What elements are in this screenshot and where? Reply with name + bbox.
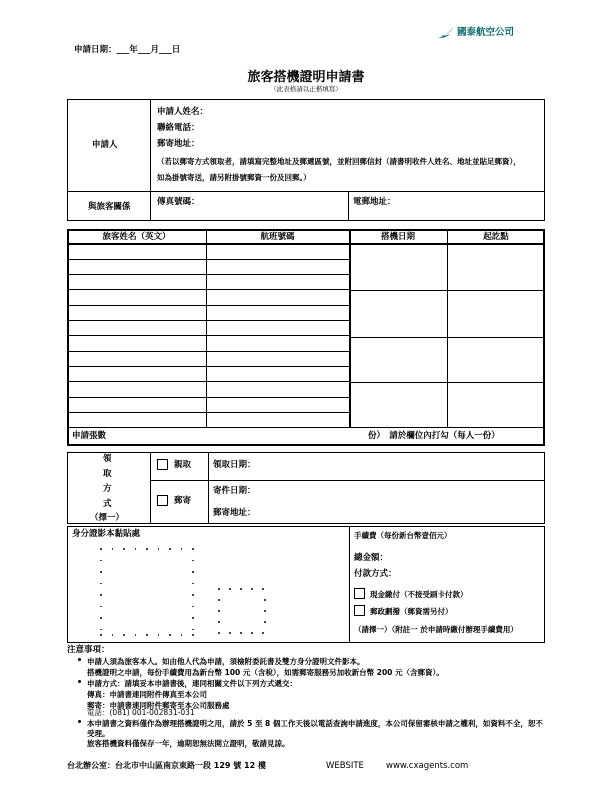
id-card-outline-dot (146, 548, 148, 550)
pickup-checkbox[interactable] (157, 459, 168, 470)
brushwing-logo-icon (437, 26, 455, 40)
id-card-outline-dot (100, 548, 102, 550)
collection-label-3: 方 (103, 484, 112, 494)
table-header-route: 起訖點 (483, 232, 509, 242)
summary-value: 份） 請於欄位內打勾（每人一份） (368, 431, 500, 441)
id-card-outline-dot (192, 560, 194, 562)
id-card-outline-dot (192, 634, 194, 636)
id-card-outline-dot (135, 548, 137, 550)
note-item-3: 申請方式：請填妥本申請書後，連同相關文件以下列方式遞交： (87, 679, 297, 688)
id-card-outline-dot (229, 588, 231, 590)
id-card-outline-dot (112, 634, 114, 636)
id-card-outline-dot (100, 571, 102, 573)
id-card-outline-dot (158, 548, 160, 550)
id-card-outline-dot (100, 629, 102, 631)
id-card-outline-dot (123, 548, 125, 550)
table-row-line (349, 337, 545, 338)
bullet-marker (78, 658, 81, 661)
table-row-line (67, 351, 349, 352)
applicant-label: 申請人 (92, 140, 118, 150)
id-card-outline-dot (192, 548, 194, 550)
bullet-marker (78, 720, 81, 723)
id-card-outline-dot (169, 634, 171, 636)
mail-date-field[interactable]: 寄件日期： (213, 486, 256, 496)
id-card-outline-dot (100, 606, 102, 608)
logo-text: 國泰航空公司 (457, 27, 515, 38)
note-item-8: 旅客搭機資料僅保存一年，逾期恕無法開立證明，敬請見諒。 (87, 739, 290, 748)
mail-label: 郵寄 (174, 496, 192, 506)
footer-website-label: WEBSITE (326, 761, 364, 771)
id-card-outline-dot (192, 606, 194, 608)
table-row-line (67, 335, 349, 336)
mail-checkbox[interactable] (157, 495, 168, 506)
id-card-outline-dot (100, 560, 102, 562)
table-row-line (349, 290, 545, 291)
table-row-line (67, 305, 349, 306)
id-card-outline-dot (181, 634, 183, 636)
id-card-outline-dot (251, 632, 253, 634)
table-header-date: 搭機日期 (380, 232, 415, 242)
note-item-7: 本申請書之資料僅作為辦理搭機證明之用，請於 5 至 8 個工作天後以電話查詢申請進度，本公司保留審核申請之權利，如資料不全，恕不受理。 (87, 719, 543, 738)
cash-label: 現金繳付（不接受刷卡付款） (370, 590, 468, 599)
summary-label: 申請張數 (72, 431, 107, 441)
notes-title: 注意事項： (67, 645, 110, 655)
id-card-outline-dot (100, 617, 102, 619)
id-card-outline-dot (264, 610, 266, 612)
applicant-note-line1: （若以郵寄方式領取者，請填寫完整地址及郵遞區號，並附回郵信封（請書明收件人姓名、地址並貼足郵資）， (157, 157, 521, 166)
table-header-name: 旅客姓名（英文） (102, 232, 171, 242)
email-field[interactable]: 電郵地址： (353, 197, 396, 207)
table-row-line (67, 412, 349, 413)
fee-note: （請擇一）（附註一 於申請時繳付辦理手續費用） (354, 625, 518, 634)
id-card-outline-dot (192, 617, 194, 619)
id-card-outline-dot (251, 588, 253, 590)
table-row-line (67, 259, 349, 260)
id-card-outline-dot (192, 594, 194, 596)
footer-address: 台北辦公室：台北市中山區南京東路一段 129 號 12 樓 (67, 761, 266, 770)
id-card-outline-dot (218, 621, 220, 623)
id-card-outline-dot (192, 583, 194, 585)
applicant-note-line2: 如為掛號寄送，請另附掛號郵資一份及回郵。） (157, 173, 311, 182)
id-card-outline-dot (240, 632, 242, 634)
fax-field[interactable]: 傳真號碼： (157, 197, 200, 207)
id-card-outline-dot (264, 599, 266, 601)
table-row-line (67, 320, 349, 321)
applicant-address-field[interactable]: 郵寄地址： (157, 139, 200, 149)
date-label: 申請日期：___年___月___日 (74, 45, 181, 55)
bullet-marker (78, 680, 81, 683)
page-title: 旅客搭機證明申請書 (247, 70, 365, 85)
id-card-outline-dot (264, 621, 266, 623)
id-card-outline-dot (218, 632, 220, 634)
id-card-outline-dot (112, 548, 114, 550)
id-card-outline-dot (100, 583, 102, 585)
table-row-line (349, 382, 545, 383)
applicant-phone-field[interactable]: 聯絡電話： (157, 123, 200, 133)
table-header-flight: 航班號碼 (260, 232, 295, 242)
fee-method-field[interactable]: 付款方式： (354, 569, 397, 579)
note-item-4: 傳真：申請書連同附件傳真至本公司 (87, 690, 207, 699)
page-subtitle: （此表格請以正楷填寫） (270, 85, 342, 93)
id-copy-label: 身分證影本黏貼處 (72, 529, 141, 539)
note-item-6: 電話：(081) 001-002831-031 (87, 708, 195, 717)
id-card-outline-dot (192, 571, 194, 573)
cash-checkbox[interactable] (354, 588, 365, 599)
id-card-outline-dot (146, 634, 148, 636)
collection-label-4: 式 (103, 499, 112, 509)
collection-label-note: （擇一） (90, 513, 125, 523)
transfer-checkbox[interactable] (354, 605, 365, 616)
id-card-outline-dot (262, 632, 264, 634)
note-item-2: 搭機證明之申請，每份手續費用為新台幣 100 元（含稅），如需郵寄服務另加收新台幣 200 元（含郵資）。 (87, 668, 444, 677)
fee-label: 手續費（每份新台幣壹佰元） (354, 531, 452, 540)
pickup-date-field[interactable]: 領取日期： (213, 460, 256, 470)
table-row-line (67, 397, 349, 398)
id-card-outline-dot (100, 594, 102, 596)
table-row-line (67, 381, 349, 382)
id-card-outline-dot (218, 610, 220, 612)
collection-label-2: 取 (103, 469, 112, 479)
id-card-outline-dot (262, 588, 264, 590)
id-card-outline-dot (218, 599, 220, 601)
id-card-outline-dot (181, 548, 183, 550)
pickup-label: 親取 (174, 460, 192, 470)
id-card-outline-dot (100, 634, 102, 636)
id-card-outline-dot (192, 629, 194, 631)
id-card-outline-dot (158, 634, 160, 636)
id-card-outline-dot (169, 548, 171, 550)
id-card-outline-dot (240, 588, 242, 590)
id-card-outline-dot (229, 632, 231, 634)
collection-section (67, 452, 545, 524)
table-row-line (67, 289, 349, 290)
logo (437, 22, 537, 44)
table-row-line (67, 274, 349, 275)
transfer-label: 郵政劃撥（郵資需另付） (370, 607, 453, 616)
note-item-1: 申請人須為旅客本人。如由他人代為申請，須檢附委託書及雙方身分證明文件影本。 (87, 657, 365, 666)
id-card-outline-dot (123, 634, 125, 636)
applicant-name-field[interactable]: 申請人姓名： (157, 107, 209, 117)
footer-website[interactable]: www.cxagents.com (386, 761, 469, 771)
mail-address-field[interactable]: 郵寄地址： (213, 508, 256, 518)
table-row-line (67, 366, 349, 367)
note-item-5: 郵寄：申請書連同附件郵寄至本公司服務處 (87, 701, 230, 710)
relation-label: 與旅客關係 (88, 202, 131, 212)
collection-label-1: 領 (103, 454, 112, 464)
id-card-outline-dot (218, 588, 220, 590)
id-card-outline-dot (135, 634, 137, 636)
fee-amount-field[interactable]: 總金額： (354, 553, 389, 563)
